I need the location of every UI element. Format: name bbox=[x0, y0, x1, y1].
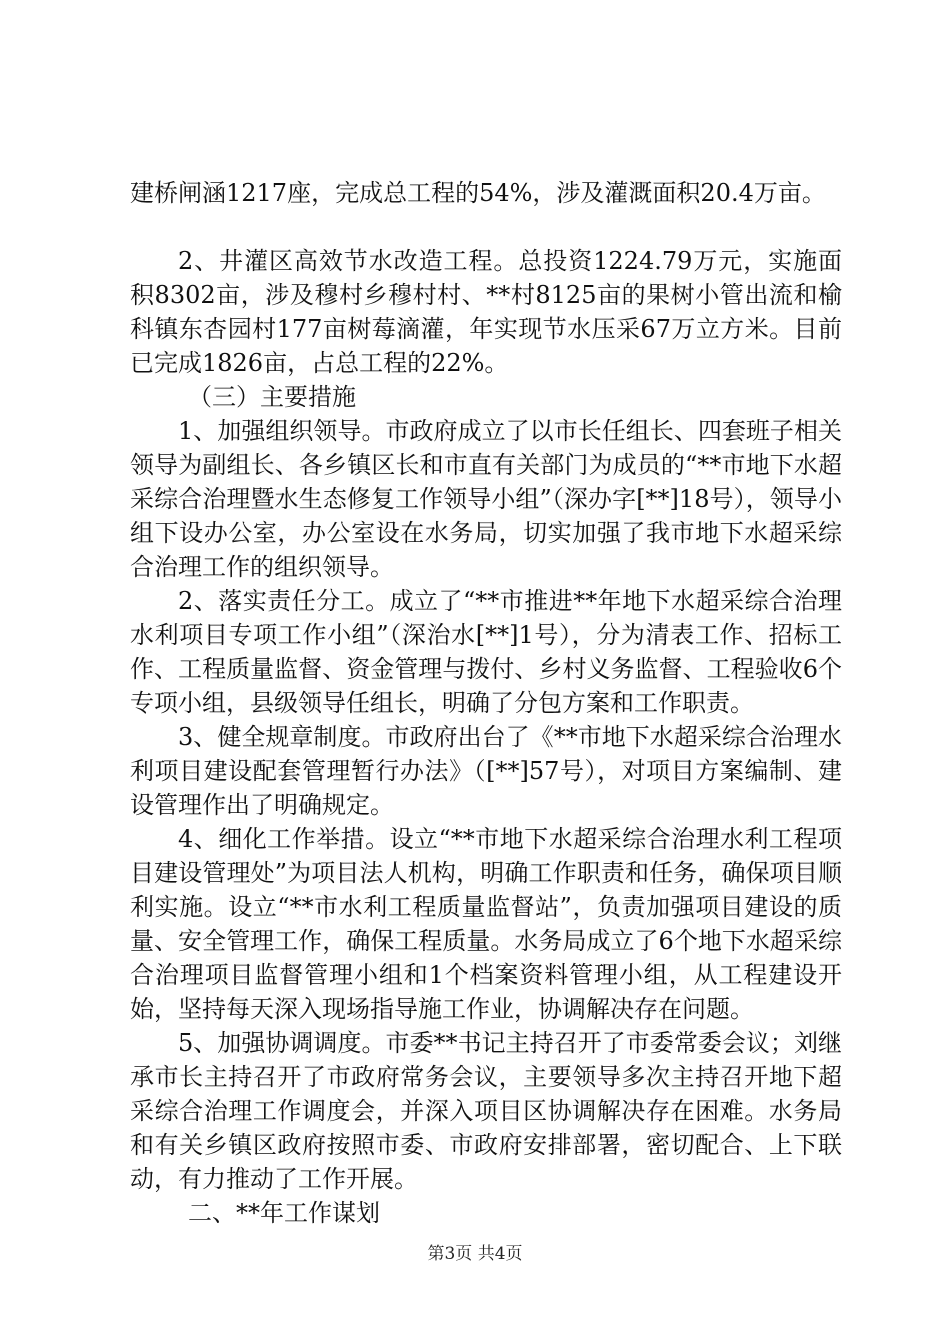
section-heading-work-plan: 二、**年工作谋划 bbox=[188, 1199, 380, 1227]
paragraph-measure-4: 4、细化工作举措。设立“**市地下水超采综合治理水利工程项目建设管理处”为项目法人机构，明确工作职责和任务，确保项目顺利实施。设立“**市水利工程质量监督站”，负责加强项目建设的质量、安全管理工作，确保工程质量。水务局成立了6个地下水超采综合治理项目监督管理小组和1个档案资料管理小组，从工程建设开始，坚持每天深入现场指导施工作业，协调解决存在问题。 bbox=[130, 825, 842, 1023]
paragraph-measure-3: 3、健全规章制度。市政府出台了《**市地下水超采综合治理水利项目建设配套管理暂行办法》（[**]57号），对项目方案编制、建设管理作出了明确规定。 bbox=[130, 723, 842, 819]
paragraph-gap bbox=[130, 210, 842, 244]
section-heading-measures: （三）主要措施 bbox=[188, 383, 356, 411]
paragraph-well-irrigation: 2、井灌区高效节水改造工程。总投资1224.79万元，实施面积8302亩，涉及穆村乡穆村村、**村8125亩的果树小管出流和榆科镇东杏园村177亩树莓滴灌，年实现节水压采67万立方米。目前已完成1826亩，占总工程的22%。 bbox=[130, 247, 842, 377]
paragraph-measure-5: 5、加强协调调度。市委**书记主持召开了市委常委会议；刘继承市长主持召开了市政府常务会议，主要领导多次主持召开地下超采综合治理工作调度会，并深入项目区协调解决存在困难。水务局和有关乡镇区政府按照市委、市政府安排部署，密切配合、上下联动，有力推动了工作开展。 bbox=[130, 1029, 842, 1193]
paragraph-continuation: 建桥闸涵1217座，完成总工程的54%，涉及灌溉面积20.4万亩。 bbox=[130, 179, 826, 207]
page-footer: 第3页 共4页 bbox=[427, 1244, 523, 1264]
document-body bbox=[130, 176, 842, 1230]
paragraph-measure-1: 1、加强组织领导。市政府成立了以市长任组长、四套班子相关领导为副组长、各乡镇区长和市直有关部门为成员的“**市地下水超采综合治理暨水生态修复工作领导小组”（深办字[**]18号），领导小组下设办公室，办公室设在水务局，切实加强了我市地下水超采综合治理工作的组织领导。 bbox=[130, 417, 842, 581]
paragraph-measure-2: 2、落实责任分工。成立了“**市推进**年地下水超采综合治理水利项目专项工作小组”（深治水[**]1号），分为清表工作、招标工作、工程质量监督、资金管理与拨付、乡村义务监督、工程验收6个专项小组，县级领导任组长，明确了分包方案和工作职责。 bbox=[130, 587, 842, 717]
